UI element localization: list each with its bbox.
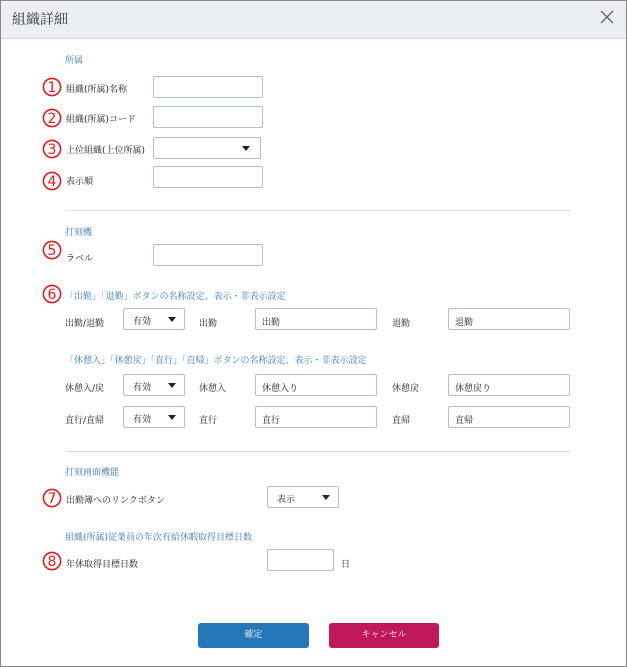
affiliation-heading: 所属 xyxy=(65,56,84,66)
leave-target-input[interactable] xyxy=(267,549,334,571)
svg-text:1: 1 xyxy=(47,80,57,96)
break-start-label: 休憩入 xyxy=(199,384,227,394)
display-order-input[interactable] xyxy=(153,166,263,188)
clock-label-label: ラベル xyxy=(66,254,94,264)
marker-2-icon xyxy=(42,108,62,128)
inout-row-label: 出勤/退勤 xyxy=(65,319,105,329)
chevron-down-icon xyxy=(322,495,330,500)
inout-enable-select[interactable] xyxy=(123,308,185,330)
attendance-link-select[interactable] xyxy=(267,486,339,508)
leave-target-label: 年休取得目標日数 xyxy=(66,560,139,570)
break-start-name-input[interactable]: 休憩入り xyxy=(255,374,377,396)
display-order-label: 表示順 xyxy=(66,177,94,187)
marker-4-icon xyxy=(42,171,62,191)
direct-go-name-input[interactable]: 直行 xyxy=(255,406,377,428)
inout-description: 「出勤」「退勤」ボタンの名称設定、表示・非表示設定 xyxy=(65,292,286,302)
clock-out-label: 退勤 xyxy=(392,319,411,329)
svg-text:6: 6 xyxy=(47,287,57,303)
marker-1-icon xyxy=(42,77,62,97)
org-name-input[interactable] xyxy=(153,76,263,98)
org-code-label: 組織(所属)コード xyxy=(66,115,137,125)
marker-6-icon xyxy=(42,284,62,304)
direct-return-name-input[interactable]: 直帰 xyxy=(448,406,570,428)
svg-text:5: 5 xyxy=(47,243,57,259)
confirm-button[interactable]: 確定 xyxy=(198,623,309,648)
svg-text:7: 7 xyxy=(47,491,57,507)
break-direct-description: 「休憩入」「休憩戻」「直行」「直帰」ボタンの名称設定、表示・非表示設定 xyxy=(65,356,367,366)
inout-enable-value: 有効 xyxy=(133,317,152,327)
clock-in-label: 出勤 xyxy=(199,319,218,329)
clock-label-input[interactable] xyxy=(153,244,263,266)
break-end-label: 休憩戻 xyxy=(392,384,420,394)
direct-enable-select[interactable] xyxy=(123,406,185,428)
dialog-title: 組織詳細 xyxy=(12,12,68,28)
break-enable-value: 有効 xyxy=(133,383,152,393)
svg-text:8: 8 xyxy=(47,554,57,570)
leave-heading: 組織(所属)従業員の年次有給休暇取得目標日数 xyxy=(65,533,253,543)
break-row-label: 休憩入/戻 xyxy=(65,384,105,394)
org-name-label: 組織(所属)名称 xyxy=(66,85,128,95)
clock-in-name-input[interactable]: 出勤 xyxy=(255,308,377,330)
break-enable-select[interactable] xyxy=(123,374,185,396)
screen-heading: 打刻画面機能 xyxy=(65,468,120,478)
chevron-down-icon xyxy=(168,317,176,322)
dialog-titlebar xyxy=(1,1,626,39)
divider xyxy=(65,451,571,452)
parent-org-label: 上位組織(上位所属) xyxy=(66,146,146,156)
svg-text:3: 3 xyxy=(47,142,57,158)
break-end-name-input[interactable]: 休憩戻り xyxy=(448,374,570,396)
clock-out-name-input[interactable]: 退勤 xyxy=(448,308,570,330)
parent-org-select[interactable] xyxy=(153,137,261,159)
attendance-link-value: 表示 xyxy=(277,495,296,505)
marker-7-icon xyxy=(42,488,62,508)
marker-5-icon xyxy=(42,240,62,260)
marker-8-icon xyxy=(42,551,62,571)
close-icon[interactable] xyxy=(598,8,616,26)
clock-heading: 打刻機 xyxy=(65,228,93,238)
cancel-button[interactable]: キャンセル xyxy=(329,623,439,648)
attendance-link-label: 出勤簿へのリンクボタン xyxy=(66,496,165,506)
marker-3-icon xyxy=(42,139,62,159)
direct-go-label: 直行 xyxy=(199,416,218,426)
chevron-down-icon xyxy=(168,415,176,420)
days-unit-label: 日 xyxy=(341,560,351,570)
svg-text:2: 2 xyxy=(47,111,57,127)
svg-text:4: 4 xyxy=(47,174,57,190)
direct-enable-value: 有効 xyxy=(133,415,152,425)
chevron-down-icon xyxy=(168,383,176,388)
direct-return-label: 直帰 xyxy=(392,416,411,426)
divider xyxy=(65,210,571,211)
direct-row-label: 直行/直帰 xyxy=(65,416,105,426)
chevron-down-icon xyxy=(242,146,250,151)
org-code-input[interactable] xyxy=(153,106,263,128)
